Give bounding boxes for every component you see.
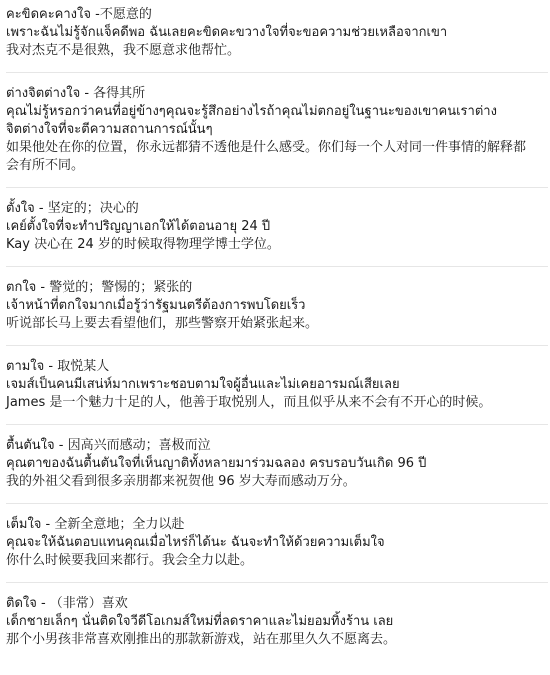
chinese-translation: 听说部长马上要去看望他们，那些警察开始紧张起来。 (6, 316, 319, 331)
thai-example: คุณตาของฉันตื้นตันใจที่เห็นญาติทั้งหลายมาร่วมฉลอง ครบรอบวันเกิด 96 ปี (6, 456, 427, 471)
entry-heading: ตั้งใจ - 坚定的；决心的 (6, 201, 139, 216)
thai-example: คุณไม่รู้หรอกว่าคนที่อยู่ข้างๆคุณจะรู้สึกอย่างไรถ้าคุณไม่ตกอยู่ในฐานะของเขาคนเราต่าง (6, 104, 497, 119)
thai-example: เพราะฉันไม่รู้จักแจ็คดีพอ ฉันเลยคะขิดคะขวางใจที่จะขอความช่วยเหลือจากเขา (6, 25, 448, 40)
entry-heading: ตื้นตันใจ - 因高兴而感动；喜极而泣 (6, 438, 211, 453)
divider (6, 72, 548, 73)
entry-heading: เต็มใจ - 全新全意地；全力以赴 (6, 517, 185, 532)
entry-4 (6, 279, 544, 333)
chinese-translation: 我对杰克不是很熟，我不愿意求他帮忙。 (6, 43, 241, 58)
thai-example-cont: จิตต่างใจที่จะตีความสถานการณ์นั้นๆ (6, 122, 213, 137)
chinese-translation: Kay 决心在 24 岁的时候取得物理学博士学位。 (6, 237, 280, 252)
thai-example: เจมส์เป็นคนมีเสน่ห์มากเพราะชอบตามใจผู้อื่นและไม่เคยอารมณ์เสียเลย (6, 377, 400, 392)
divider (6, 424, 548, 425)
thai-example: เด็กชายเล็กๆ นั่นติดใจวีดีโอเกมส์ใหม่ที่ลดราคาและไม่ยอมทิ้งร้าน เลย (6, 614, 394, 629)
chinese-translation: 如果他处在你的位置，你永远都猜不透他是什么感受。你们每一个人对同一件事情的解释都 (6, 140, 527, 155)
entry-6 (6, 437, 544, 491)
chinese-translation: 你什么时候要我回来都行。我会全力以赴。 (6, 553, 254, 568)
entry-heading: ต่างจิตต่างใจ - 各得其所 (6, 86, 146, 101)
entry-7 (6, 516, 544, 570)
entry-5 (6, 358, 544, 412)
entry-heading: ตามใจ - 取悦某人 (6, 359, 110, 374)
thai-example: คุณจะให้ฉันตอบแทนคุณเมื่อไหร่ก็ได้นะ ฉันจะทำให้ด้วยความเต็มใจ (6, 535, 385, 550)
chinese-translation: James 是一个魅力十足的人，他善于取悦别人，而且似乎从来不会有不开心的时候。 (6, 395, 492, 410)
thai-example: เคย์ตั้งใจที่จะทำปริญญาเอกให้ได้ตอนอายุ 24 ปี (6, 219, 271, 234)
entry-3 (6, 200, 544, 254)
entry-2 (6, 85, 544, 175)
divider (6, 582, 548, 583)
divider (6, 503, 548, 504)
entry-heading: ตกใจ - 警觉的；警惕的；紧张的 (6, 280, 193, 295)
thai-example: เจ้าหน้าที่ตกใจมากเมื่อรู้ว่ารัฐมนตรีต้องการพบโดยเร็ว (6, 298, 306, 313)
divider (6, 345, 548, 346)
chinese-translation-cont: 会有所不同。 (6, 158, 85, 173)
entry-heading: ติดใจ - （非常）喜欢 (6, 596, 128, 611)
chinese-translation: 那个小男孩非常喜欢刚推出的那款新游戏，站在那里久久不愿离去。 (6, 632, 397, 647)
entry-heading: คะขิดคะคางใจ -不愿意的 (6, 7, 152, 22)
divider (6, 187, 548, 188)
chinese-translation: 我的外祖父看到很多亲朋都来祝贺他 96 岁大寿而感动万分。 (6, 474, 356, 489)
entry-1 (6, 6, 544, 60)
divider (6, 266, 548, 267)
entry-8 (6, 595, 544, 649)
